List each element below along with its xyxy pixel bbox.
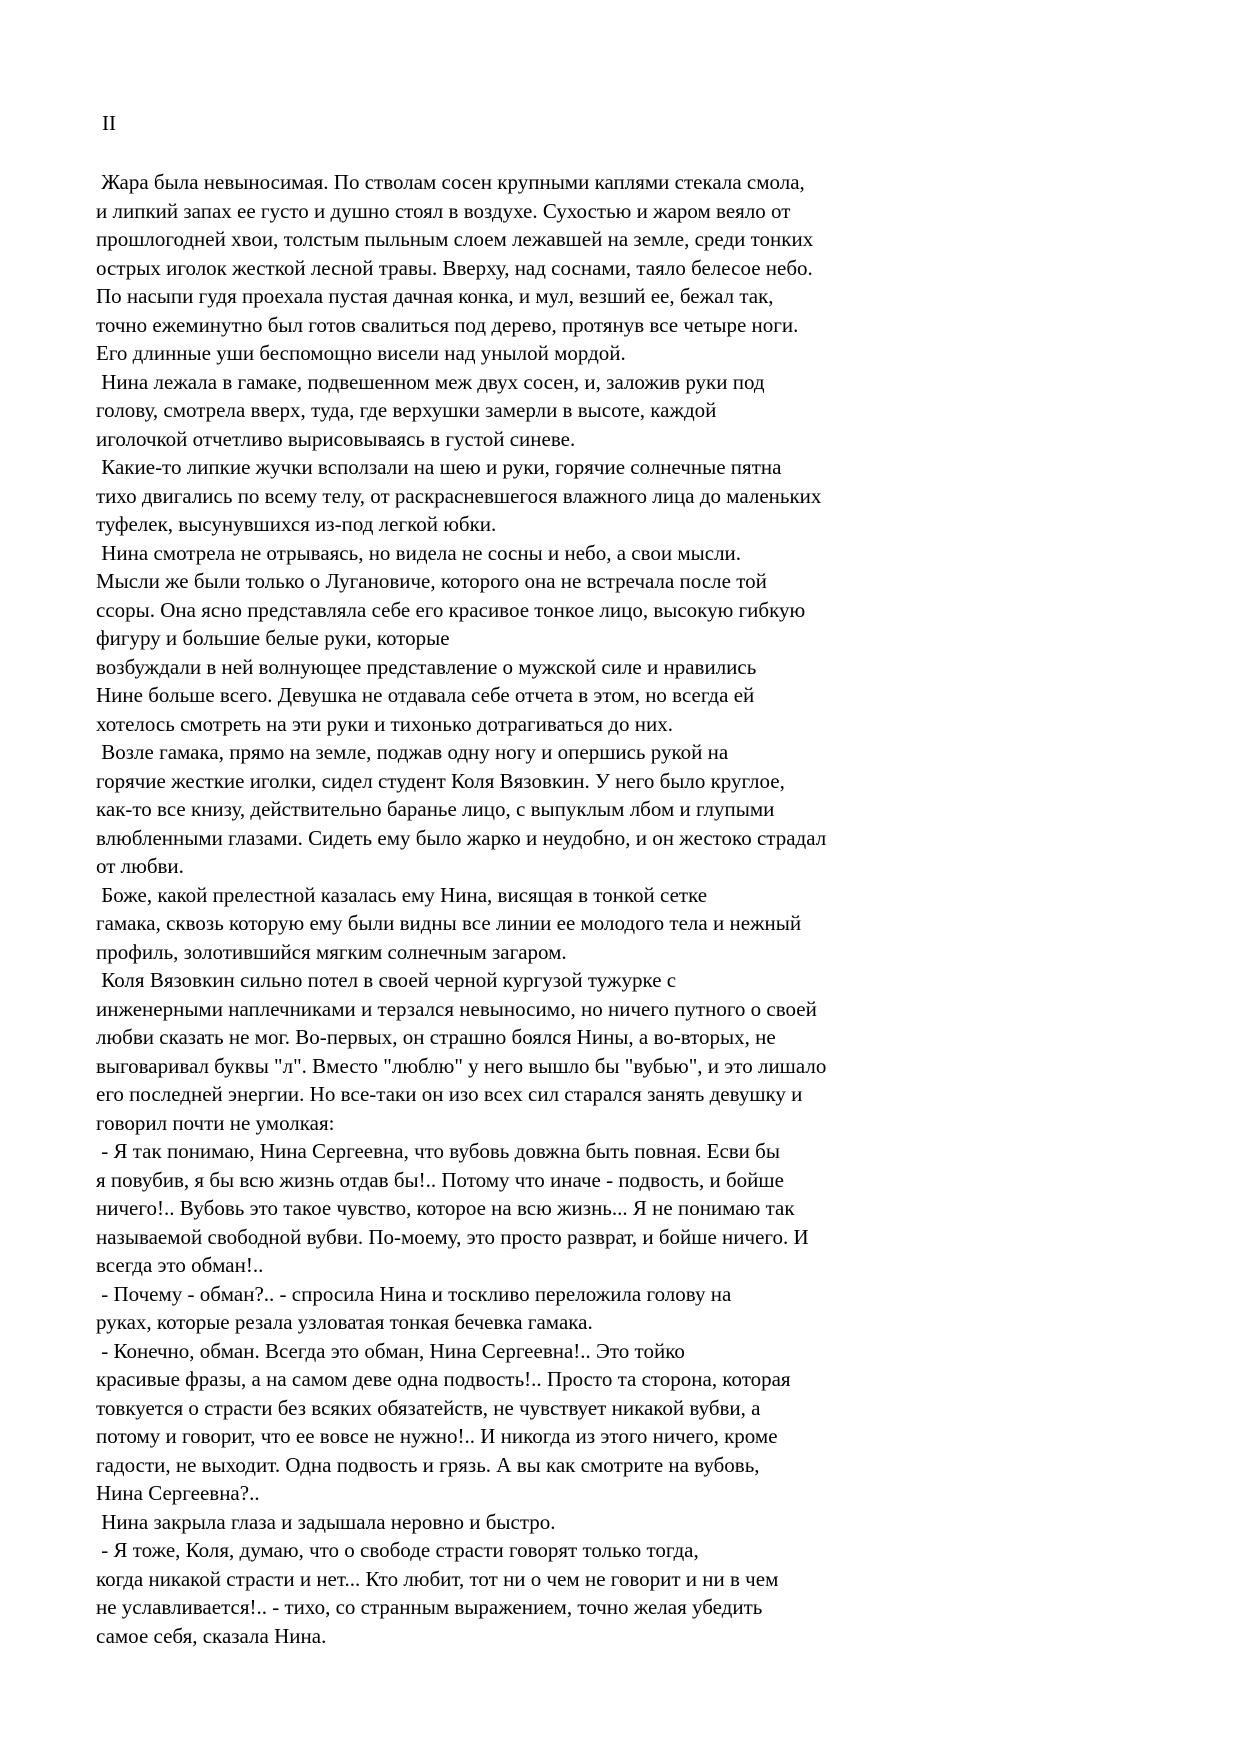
text-line: - Почему - обман?.. - спросила Нина и тоскливо переложила голову на <box>96 1281 732 1306</box>
text-line: Коля Вязовкин сильно потел в своей черной кургузой тужурке с <box>96 968 677 992</box>
text-line: гадости, не выходит. Одна подвость и грязь. А вы как смотрите на вубовь, <box>96 1452 760 1477</box>
text-line: Его длинные уши беспомощно висели над унылой мордой. <box>96 341 626 365</box>
text-line: хотелось смотреть на эти руки и тихонько дотрагиваться до них. <box>96 711 673 736</box>
text-line: выговаривал буквы "л". Вместо "люблю" у него вышло бы "вубью", и это лишало <box>96 1053 827 1078</box>
text-line: Нина закрыла глаза и задышала неровно и быстро. <box>96 1509 556 1534</box>
text-line: - Конечно, обман. Всегда это обман, Нина Сергеевна!.. Это тойко <box>96 1338 685 1363</box>
text-line: гамака, сквозь которую ему были видны все линии ее молодого тела и нежный <box>96 911 802 935</box>
text-line: Боже, какой прелестной казалась ему Нина, висящая в тонкой сетке <box>96 882 708 907</box>
chapter-heading: II <box>102 111 116 135</box>
text-line: Нина лежала в гамаке, подвешенном меж двух сосен, и, заложив руки под <box>96 369 765 394</box>
text-line: иголочкой отчетливо вырисовываясь в густой синеве. <box>96 426 576 451</box>
text-line: туфелек, высунувшихся из-под легкой юбки. <box>96 512 497 536</box>
text-line: Возле гамака, прямо на земле, поджав одну ногу и опершись рукой на <box>96 740 729 764</box>
text-line: от любви. <box>96 854 184 878</box>
text-line: его последней энергии. Но все-таки он изо всех сил старался занять девушку и <box>96 1082 803 1106</box>
text-line: влюбленными глазами. Сидеть ему было жарко и неудобно, и он жестоко страдал <box>96 825 827 850</box>
text-line: любви сказать не мог. Во-первых, он страшно боялся Нины, а во-вторых, не <box>96 1025 776 1049</box>
text-line: называемой свободной вубви. По-моему, это просто разврат, и бойше ничего. И <box>96 1224 809 1249</box>
text-line: не уславливается!.. - тихо, со странным выражением, точно желая убедить <box>96 1595 763 1619</box>
text-line: профиль, золотившийся мягким солнечным загаром. <box>96 939 567 964</box>
text-line: горячие жесткие иголки, сидел студент Коля Вязовкин. У него было круглое, <box>96 768 785 793</box>
text-line: Нине больше всего. Девушка не отдавала себе отчета в этом, но всегда ей <box>96 683 755 707</box>
text-line: самое себя, сказала Нина. <box>96 1623 327 1648</box>
text-line: острых иголок жесткой лесной травы. Вверху, над соснами, таяло белесое небо. <box>96 255 813 280</box>
text-line: руках, которые резала узловатая тонкая бечевка гамака. <box>96 1310 593 1334</box>
text-line: Мысли же были только о Лугановиче, которого она не встречала после той <box>96 569 767 593</box>
text-line: фигуру и большие белые руки, которые <box>96 626 450 650</box>
text-line: возбуждали в ней волнующее представление о мужской силе и нравились <box>96 654 757 679</box>
text-line: Нина Сергеевна?.. <box>96 1481 260 1505</box>
text-line: - Я так понимаю, Нина Сергеевна, что вубовь довжна быть повная. Есви бы <box>96 1139 780 1163</box>
text-line: я повубив, я бы всю жизнь отдав бы!.. Потому что иначе - подвость, и бойше <box>96 1167 784 1192</box>
text-line: говорил почти не умолкая: <box>96 1110 335 1135</box>
text-line: Нина смотрела не отрываясь, но видела не сосны и небо, а свои мысли. <box>96 540 742 565</box>
text-line: как-то все книзу, действительно баранье лицо, с выпуклым лбом и глупыми <box>96 797 775 821</box>
text-line: красивые фразы, а на самом деве одна подвость!.. Просто та сторона, которая <box>96 1367 791 1391</box>
text-line: точно ежеминутно был готов свалиться под дерево, протянув все четыре ноги. <box>96 312 799 337</box>
text-line: Какие-то липкие жучки всползали на шею и руки, горячие солнечные пятна <box>96 455 782 479</box>
text-line: когда никакой страсти и нет... Кто любит, тот ни о чем не говорит и ни в чем <box>96 1566 779 1591</box>
text-line: - Я тоже, Коля, думаю, что о свободе страсти говорят только тогда, <box>96 1538 699 1562</box>
text-line: тихо двигались по всему телу, от раскрасневшегося влажного лица до маленьких <box>96 483 822 508</box>
text-line: товкуется о страсти без всяких обязатейств, не чувствует никакой вубви, а <box>96 1395 761 1420</box>
text-line: всегда это обман!.. <box>96 1253 264 1277</box>
text-line: инженерными наплечниками и терзался невыносимо, но ничего путного о своей <box>96 996 817 1021</box>
text-line: Жара была невыносимая. По стволам сосен крупными каплями стекала смола, <box>96 170 805 194</box>
text-line: ссоры. Она ясно представляла себе его красивое тонкое лицо, высокую гибкую <box>96 597 806 622</box>
text-line: и липкий запах ее густо и душно стоял в воздухе. Сухостью и жаром веяло от <box>96 198 791 223</box>
text-line: голову, смотрела вверх, туда, где верхушки замерли в высоте, каждой <box>96 398 717 422</box>
text-line: По насыпи гудя проехала пустая дачная конка, и мул, везший ее, бежал так, <box>96 284 774 308</box>
text-line: потому и говорит, что ее вовсе не нужно!.. И никогда из этого ничего, кроме <box>96 1424 778 1448</box>
text-body <box>96 168 1196 1650</box>
text-line: ничего!.. Вубовь это такое чувство, которое на всю жизнь... Я не понимаю так <box>96 1196 795 1220</box>
text-line: прошлогодней хвои, толстым пыльным слоем лежавшей на земле, среди тонких <box>96 227 814 251</box>
